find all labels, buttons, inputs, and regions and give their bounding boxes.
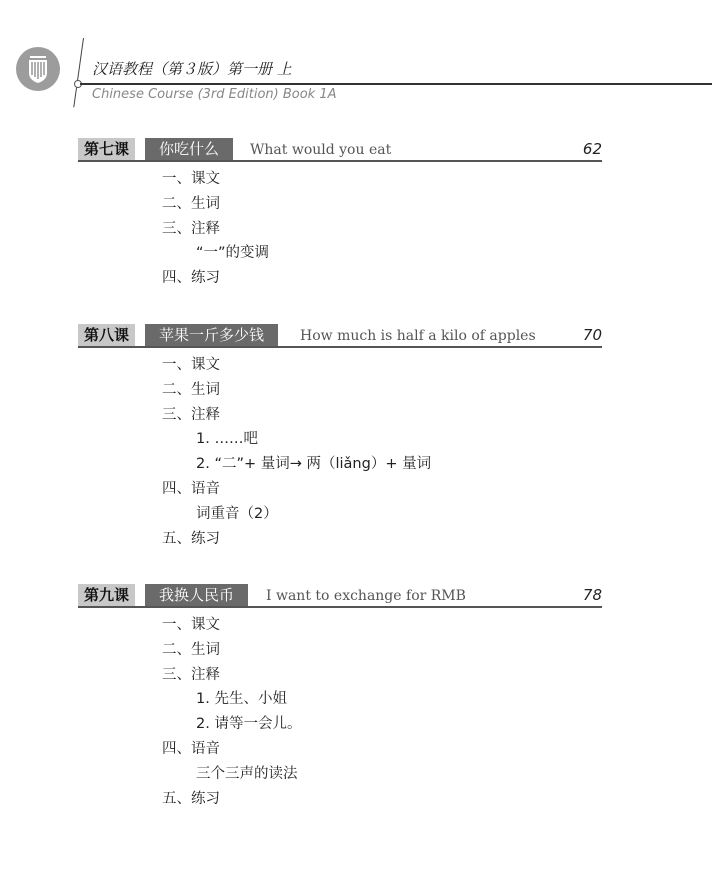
book-logo — [16, 47, 60, 91]
lesson-header — [78, 324, 602, 346]
lesson-rule — [78, 346, 602, 348]
lesson-7 — [78, 138, 602, 287]
toc-subitem: 1. ……吧 — [196, 431, 258, 448]
toc-item: 五、练习 — [162, 530, 220, 547]
toc-subitem: 2. 请等一会儿。 — [196, 716, 302, 733]
toc-subitem: 1. 先生、小姐 — [196, 691, 287, 708]
lesson-contents — [162, 167, 269, 291]
toc-item: 四、语音 — [162, 480, 220, 497]
toc-subitem: “一”的变调 — [196, 245, 270, 262]
lesson-title-chinese: 你吃什么 — [145, 138, 233, 160]
lesson-header — [78, 138, 602, 160]
toc-subitem: 三个三声的读法 — [196, 765, 298, 782]
lesson-title-english: I want to exchange for RMB — [266, 588, 466, 604]
book-title-chinese: 汉语教程（第３版）第一册 上 — [92, 60, 292, 78]
lesson-contents — [162, 613, 301, 811]
toc-subitem: 词重音（2） — [196, 505, 278, 522]
lesson-number: 第九课 — [78, 584, 135, 606]
toc-item: 一、课文 — [162, 171, 220, 187]
lesson-9 — [78, 584, 602, 807]
lesson-8 — [78, 324, 602, 547]
toc-item: 二、生词 — [162, 641, 220, 658]
header-rule — [80, 83, 712, 85]
toc-subitem: 2. “二”+ 量词→ 两（liǎng）+ 量词 — [196, 456, 432, 473]
lesson-title-english: What would you eat — [250, 142, 392, 158]
lesson-rule — [78, 160, 602, 162]
lesson-title-chinese: 我换人民币 — [145, 584, 248, 606]
toc-item: 三、注释 — [162, 666, 220, 683]
lesson-number: 第七课 — [78, 138, 135, 160]
toc-item: 三、注释 — [162, 220, 220, 237]
lesson-header — [78, 584, 602, 606]
lesson-title-english: How much is half a kilo of apples — [300, 328, 536, 344]
toc-item: 三、注释 — [162, 406, 220, 423]
lesson-rule — [78, 606, 602, 608]
toc-item: 五、练习 — [162, 790, 220, 807]
lesson-number: 第八课 — [78, 324, 135, 346]
lesson-contents — [162, 353, 431, 551]
toc-item: 一、课文 — [162, 617, 220, 633]
lesson-page-number: 62 — [582, 140, 602, 158]
book-shield-icon — [16, 47, 60, 91]
toc-item: 四、练习 — [162, 270, 220, 287]
lesson-page-number: 78 — [582, 586, 602, 604]
toc-item: 四、语音 — [162, 740, 220, 757]
lesson-title-chinese: 苹果一斤多少钱 — [145, 324, 278, 346]
toc-item: 二、生词 — [162, 381, 220, 398]
toc-item: 一、课文 — [162, 357, 220, 373]
book-title-english: Chinese Course (3rd Edition) Book 1A — [92, 87, 337, 102]
toc-item: 二、生词 — [162, 195, 220, 212]
header-divider-vertical — [73, 38, 84, 107]
lesson-page-number: 70 — [582, 326, 602, 344]
